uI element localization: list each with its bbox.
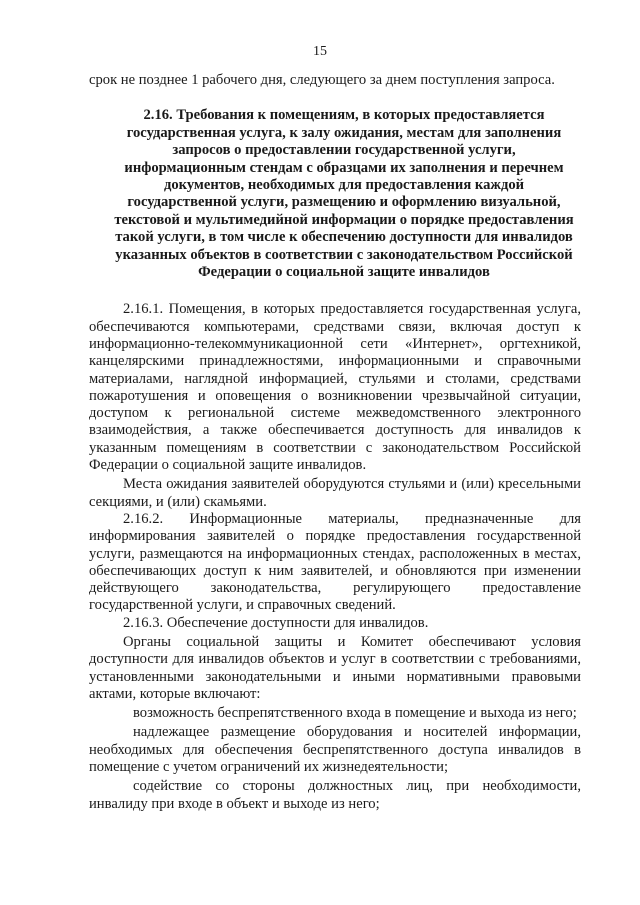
- paragraph-2-16-1: 2.16.1. Помещения, в которых предоставляется государственная услуга, обеспечиваются компьютерами, средствами связи, включая доступ к информационно-телекоммуникационной сети «Интернет», оргтехникой, канцелярскими принадлежностями, информационными и справочными материалами, наглядной информацией, стульями и столами, средствами пожаротушения и оповещения о возникновении чрезвычайной ситуации, доступом к региональной системе межведомственного электронного взаимодействия, а также обеспечивается доступность для инвалидов к указанным помещениям в соответствии с законодательством Российской Федерации о социальной защите инвалидов.: [89, 301, 581, 474]
- paragraph-accessibility-conditions: Органы социальной защиты и Комитет обеспечивают условия доступности для инвалидов объектов и услуг в соответствии с требованиями, установленными законодательными и иными нормативными правовыми актами, которые включают:: [89, 634, 581, 702]
- section-heading: 2.16. Требования к помещениям, в которых предоставляется государственная услуга, к залу ожидания, местам для заполнения запросов о предоставлении государственной услуги, информационным стендам с образцами их заполнения и перечнем документов, необходимых для предоставления каждой государственной услуги, размещению и оформлению визуальной, текстовой и мультимедийной информации о порядке предоставления такой услуги, в том числе к обеспечению доступности для инвалидов указанных объектов в соответствии с законодательством Российской Федерации о социальной защите инвалидов: [114, 107, 574, 280]
- paragraph-2-16-3: 2.16.3. Обеспечение доступности для инвалидов.: [123, 614, 429, 631]
- paragraph-waiting-places: Места ожидания заявителей оборудуются стульями и (или) кресельными секциями, и (или) скамьями.: [89, 476, 581, 510]
- list-item: содействие со стороны должностных лиц, при необходимости, инвалиду при входе в объект и выходе из него;: [89, 778, 581, 812]
- list-item: возможность беспрепятственного входа в помещение и выхода из него;: [133, 705, 577, 722]
- page-number: 15: [313, 44, 327, 59]
- paragraph-2-16-2: 2.16.2. Информационные материалы, предназначенные для информирования заявителей о порядке предоставления государственной услуги, размещаются на информационных стендах, расположенных в местах, обеспечивающих доступ к ним заявителей, и обновляются при изменении действующего законодательства, регулирующего предоставление государственной услуги, и справочных сведений.: [89, 510, 581, 614]
- document-body: [89, 72, 581, 813]
- list-item: надлежащее размещение оборудования и носителей информации, необходимых для обеспечения беспрепятственного доступа инвалидов в помещение с учетом ограничений их жизнедеятельности;: [89, 724, 581, 776]
- intro-paragraph: срок не позднее 1 рабочего дня, следующего за днем поступления запроса.: [89, 72, 555, 88]
